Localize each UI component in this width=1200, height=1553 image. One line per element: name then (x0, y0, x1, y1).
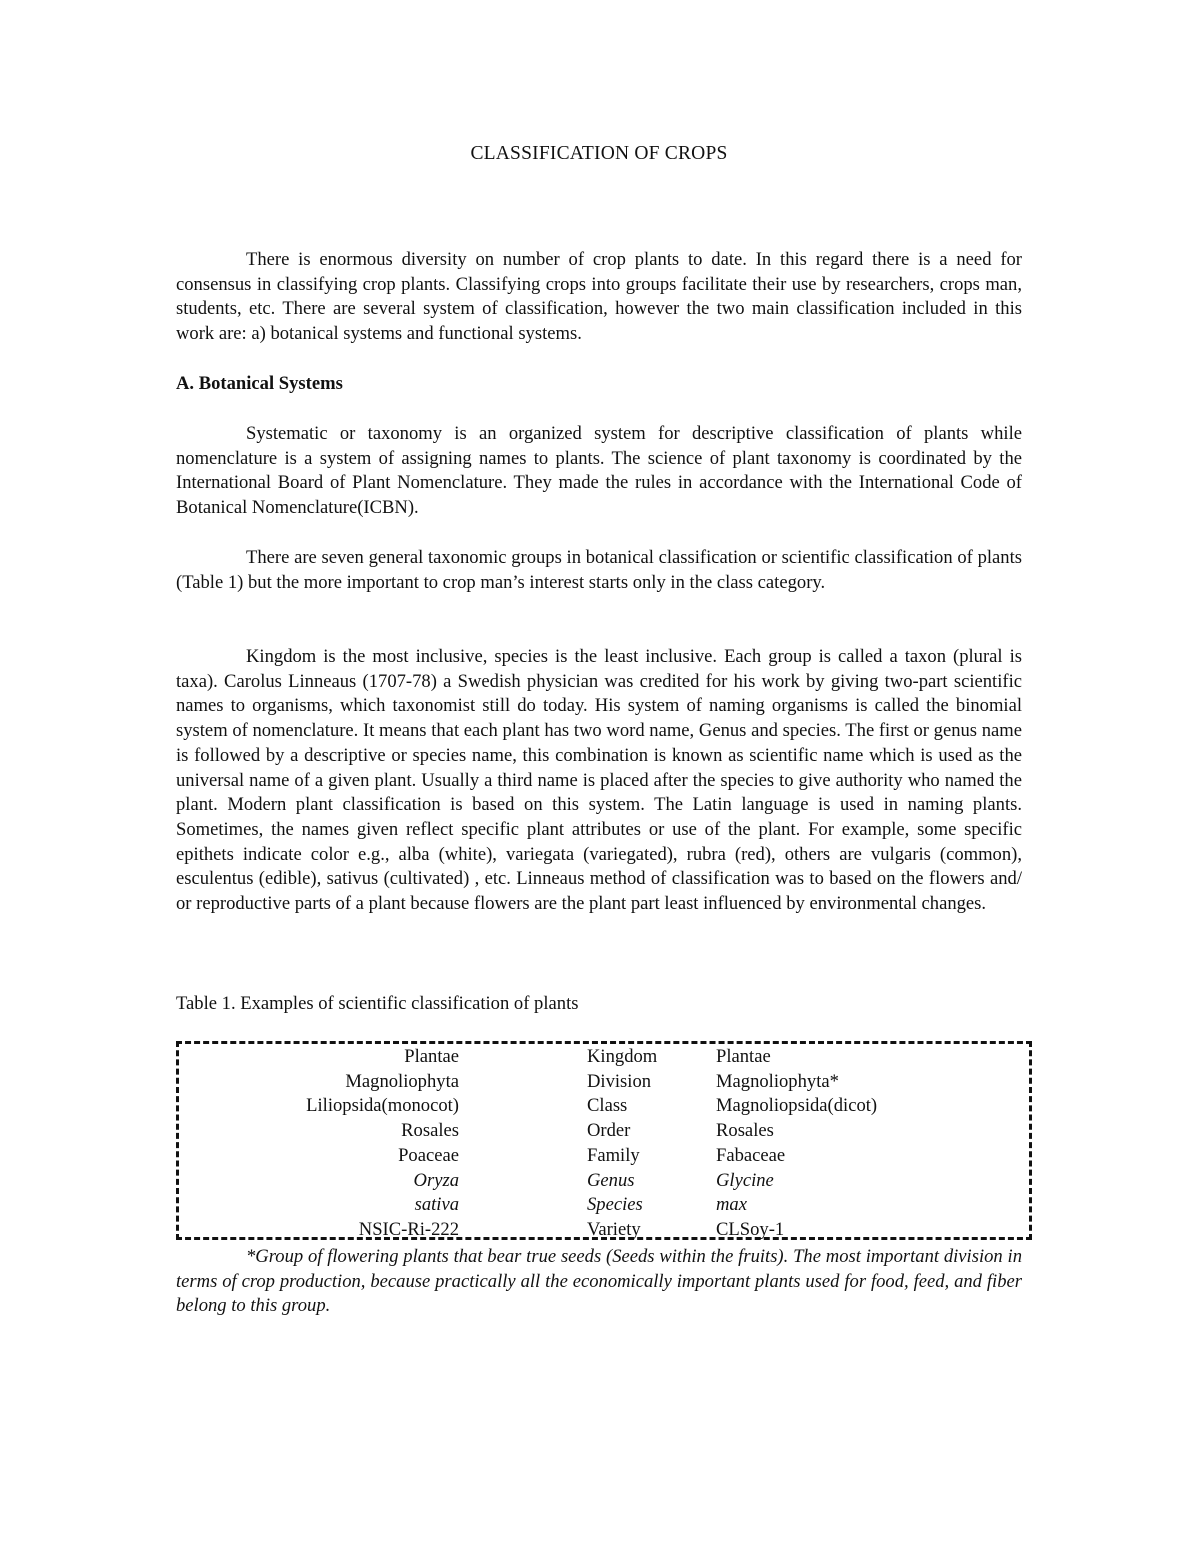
table-row: Plantae Kingdom Plantae (404, 1046, 771, 1067)
classification-table (176, 1041, 1032, 1240)
monocot-example-cell: Oryza (413, 1169, 459, 1191)
table-row: Oryza Genus Glycine (413, 1169, 774, 1191)
dicot-example-cell: max (716, 1194, 747, 1216)
dicot-example-cell: Plantae (716, 1046, 771, 1067)
table-row: Rosales Order Rosales (401, 1120, 774, 1142)
table-row: Magnoliophyta Division Magnoliophyta* (345, 1070, 839, 1092)
table-footnote: *Group of flowering plants that bear true seeds (Seeds within the fruits). The most important division in terms of crop production, because practically all the economically important plants used for food, feed, and fiber belong to this group. (176, 1246, 1022, 1317)
document-title: CLASSIFICATION OF CROPS (470, 143, 728, 164)
dicot-example-cell: Magnoliopsida(dicot) (716, 1095, 878, 1117)
monocot-example-cell: Poaceae (398, 1144, 459, 1166)
dicot-example-cell: Glycine (716, 1169, 774, 1191)
table-caption: Table 1. Examples of scientific classification of plants (176, 993, 579, 1014)
monocot-example-cell: Plantae (404, 1046, 459, 1067)
taxonomy-paragraph: Systematic or taxonomy is an organized system for descriptive classification of plants while nomenclature is a system of assigning names to plants. The science of plant taxonomy is coordinated by the International Board of Plant Nomenclature. They made the rules in accordance with the International Code of Botanical Nomenclature(ICBN). (176, 423, 1022, 519)
monocot-example-cell: Magnoliophyta (345, 1070, 459, 1092)
dicot-example-cell: Rosales (716, 1120, 774, 1142)
monocot-example-cell: NSIC-Ri-222 (358, 1218, 459, 1240)
intro-paragraph: There is enormous diversity on number of crop plants to date. In this regard there is a need for consensus in classifying crop plants. Classifying crops into groups facilitate their use by researchers, crops man, students, etc. There are several system of classification, however the two main classification included in this work are: a) botanical systems and functional systems. (176, 249, 1022, 345)
dicot-example-cell: Fabaceae (716, 1144, 786, 1166)
table-row: Liliopsida(monocot) Class Magnoliopsida(dicot) (306, 1095, 878, 1117)
dicot-example-cell: CLSoy-1 (716, 1218, 785, 1240)
section-a-heading: A. Botanical Systems (176, 373, 343, 394)
table-row: NSIC-Ri-222 Variety CLSoy-1 (358, 1218, 785, 1240)
monocot-example-cell: sativa (414, 1194, 459, 1216)
table-row: Poaceae Family Fabaceae (398, 1144, 786, 1166)
taxonomic-groups-paragraph: There are seven general taxonomic groups in botanical classification or scientific classification of plants (Table 1) but the more important to crop man’s interest starts only in the class category. (176, 547, 1022, 593)
monocot-example-cell: Rosales (401, 1120, 459, 1142)
table-row: sativa Species max (414, 1194, 747, 1216)
dicot-example-cell: Magnoliophyta* (716, 1070, 839, 1092)
kingdom-paragraph: Kingdom is the most inclusive, species is the least inclusive. Each group is called a taxon (plural is taxa). Carolus Linneaus (1707-78) a Swedish physician was credited for his work by giving two-part scientific names to organisms, which taxonomist still do today. His system of naming organisms is called the binomial system of nomenclature. It means that each plant has two word name, Genus and species. The first or genus name is followed by a descriptive or species name, this combination is known as scientific name which is used as the universal name of a given plant. Usually a third name is placed after the species to give authority who named the plant. Modern plant classification is based on this system. The Latin language is used in naming plants. Sometimes, the names given reflect specific plant attributes or use of the plant. For example, some specific epithets indicate color e.g., alba (white), variegata (variegated), rubra (red), others are vulgaris (common), esculentus (edible), sativus (cultivated) , etc. Linneaus method of classification was to based on the flowers and/ or reproductive parts of a plant because flowers are the plant part least influenced by environmental changes. (176, 646, 1022, 915)
monocot-example-cell: Liliopsida(monocot) (306, 1095, 459, 1117)
